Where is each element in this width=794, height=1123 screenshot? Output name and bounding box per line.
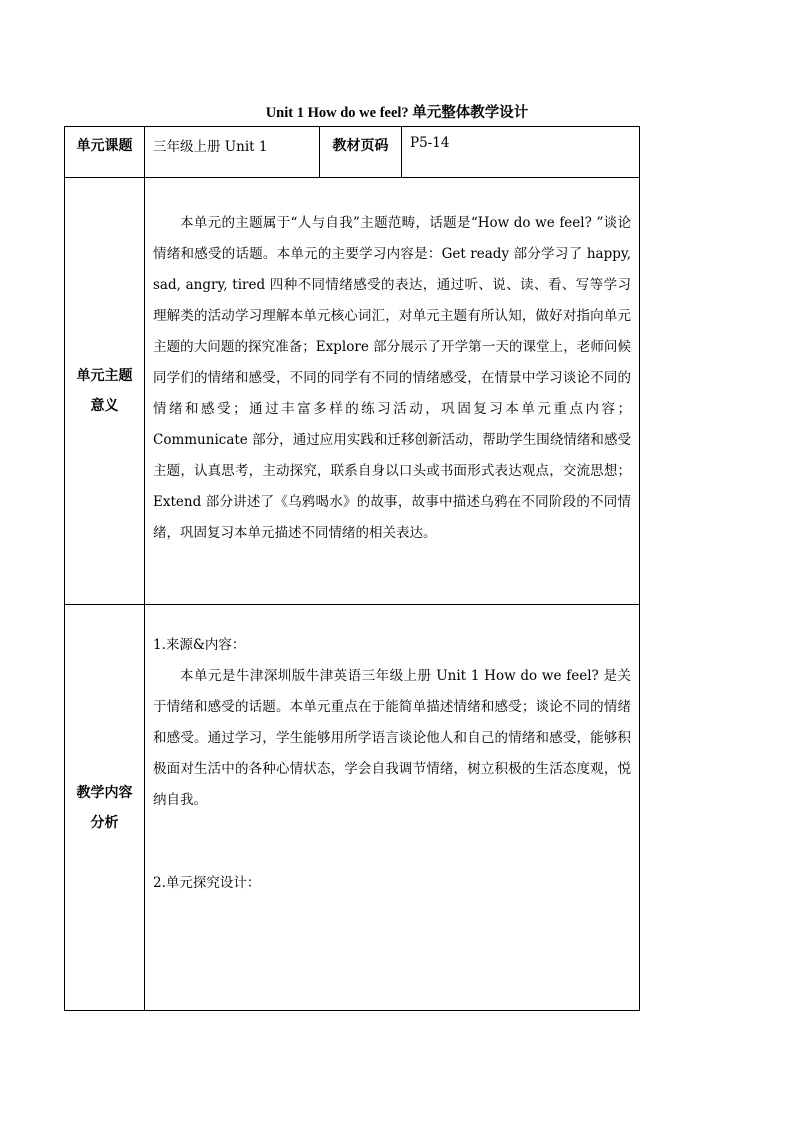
textbook-pages-value: P5-14: [402, 127, 640, 178]
unit-theme-content: [145, 178, 640, 605]
textbook-pages-label: 教材页码: [320, 127, 402, 178]
unit-theme-paragraph: 本单元的主题属于“人与自我”主题范畴，话题是“How do we feel? ”谈论情绪和感受的话题。本单元的主要学习内容是：Get ready 部分学习了 happy, sad, angry, tired 四种不同情绪感受的表达，通过听、说、读、看、写等学习理解类的活动学习理解本单元核心词汇，对单元主题有所认知，做好对指向单元主题的大问题的探究准备；Explore 部分展示了开学第一天的课堂上，老师问候同学们的情绪和感受，不同的同学有不同的情绪感受，在情景中学习谈论不同的情绪和感受；通过丰富多样的练习活动，巩固复习本单元重点内容；Communicate 部分，通过应用实践和迁移创新活动，帮助学生围绕情绪和感受主题，认真思考，主动探究，联系自身以口头或书面形式表达观点，交流思想；Extend 部分讲述了《乌鸦喝水》的故事，故事中描述乌鸦在不同阶段的不同情绪，巩固复习本单元描述不同情绪的相关表达。: [153, 215, 631, 541]
content-analysis-content: [145, 605, 640, 1011]
unit-inquiry-heading: 2.单元探究设计：: [153, 875, 261, 891]
unit-design-table: [64, 126, 640, 1011]
unit-topic-label: 单元课题: [65, 127, 145, 178]
document-title: Unit 1 How do we feel? 单元整体教学设计: [265, 105, 529, 121]
unit-theme-label: [65, 178, 145, 605]
content-analysis-label-line1: 教学内容: [76, 784, 133, 801]
unit-theme-label-line1: 单元主题: [76, 368, 133, 384]
source-content-heading: 1.来源&内容：: [153, 637, 246, 653]
content-analysis-label: [65, 605, 145, 1011]
content-analysis-label-line2: 分析: [90, 814, 119, 831]
table-row-content-analysis: [65, 605, 640, 1011]
table-row-unit-topic: [65, 127, 640, 178]
table-row-unit-theme: [65, 178, 640, 605]
source-content-paragraph: 本单元是牛津深圳版牛津英语三年级上册 Unit 1 How do we feel? 是关于情绪和感受的话题。本单元重点在于能简单描述情绪和感受；谈论不同的情绪和感受。通过学习，学生能够用所学语言谈论他人和自己的情绪和感受，能够积极面对生活中的各种心情状态，学会自我调节情绪，树立积极的生活态度观，悦纳自我。: [153, 668, 631, 808]
unit-topic-value: 三年级上册 Unit 1: [145, 127, 320, 178]
unit-theme-label-line2: 意义: [90, 398, 119, 414]
